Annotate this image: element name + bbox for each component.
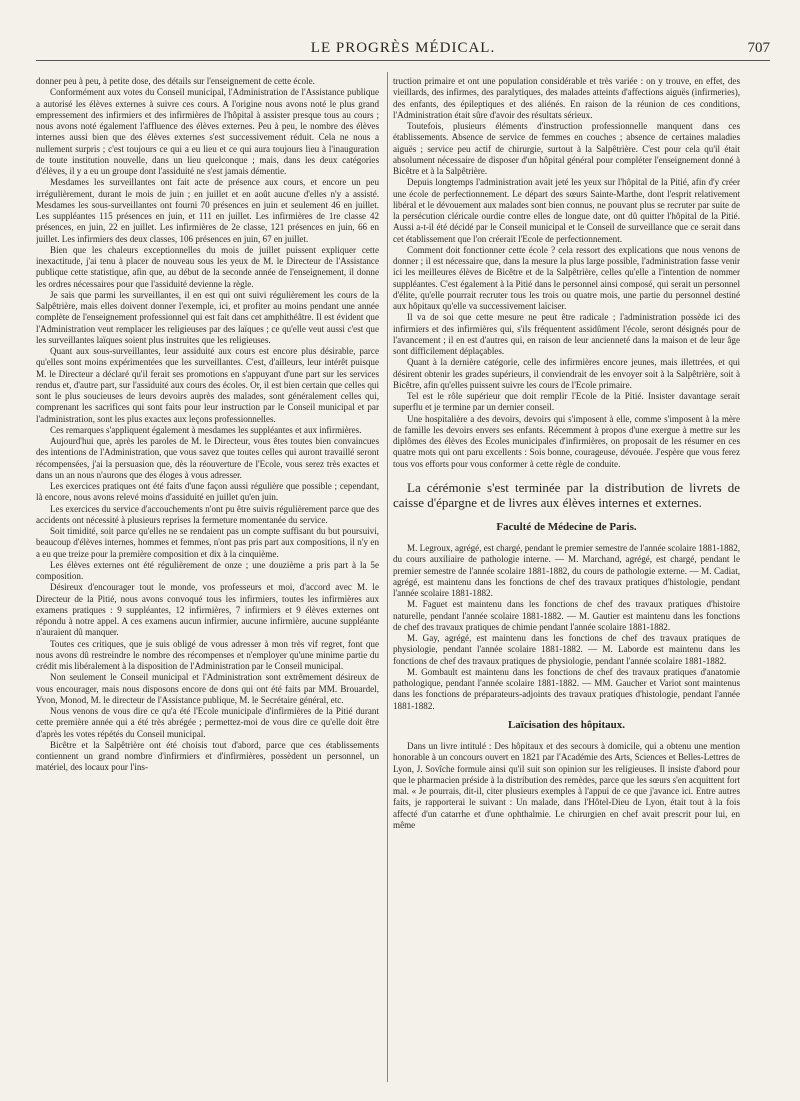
paragraph: Toutes ces critiques, que je suis obligé de vous adresser à mon très vif regret, font que nous avons dû restreindre le nombre des récompenses et n'employer qu'une minime partie du crédit mis libéralement à la disposition de l'Administration par le Conseil municipal.: [36, 638, 379, 671]
paragraph: Une hospitalière a des devoirs, devoirs qui s'imposent à elle, comme s'imposent à la mère de famille les devoirs envers ses enfants. Récemment à propos d'une exergue à mettre sur les diplômes des élèves des Ecoles municipales d'infirmières, on proposait de les résumer en ces quatre mots qui ont paru excellents : Sois bonne, courageuse, dévouée. J'espère que vous ferez tous vos efforts pour vous conformer à cette règle de conduite.: [393, 413, 740, 469]
left-column: [36, 76, 379, 1076]
paragraph: Nous venons de vous dire ce qu'a été l'Ecole municipale d'infirmières de la Pitié durant cette première année qui a été très abrégée ; permettez-moi de vous dire ce qu'elle doit être d'après les votes répétés du Conseil municipal.: [36, 706, 379, 739]
paragraph: M. Legroux, agrégé, est chargé, pendant le premier semestre de l'année scolaire 1881-1882, du cours auxiliaire de pathologie interne. — M. Marchand, agrégé, est chargé, pendant le premier semestre de l'année scolaire 1881-1882, du cours de pathologie externe. — M. Cadiat, agrégé, est maintenu dans les fonctions de chef des travaux pratiques d'histologie, pendant l'année scolaire 1881-1882.: [393, 543, 740, 598]
paragraph: Quant aux sous-surveillantes, leur assiduité aux cours est encore plus désirable, parce qu'elles sont moins expérimentées que les surveillantes. C'est, d'ailleurs, leur intérêt puisque M. le Directeur a déclaré qu'il ferait ses promotions en s'appuyant d'une part sur les services rendus et, d'autre part, sur l'assiduité aux cours des écoles. Or, il est bien certain que celles qui sont le plus soucieuses de leurs devoirs auprès des malades, sont généralement celles qui, comprenant les sacrifices qui sont faits pour leur instruction par le Conseil municipal et par l'administration, sont les plus exactes aux leçons professionnelles.: [36, 346, 379, 424]
section-heading-faculte: Faculté de Médecine de Paris.: [496, 520, 637, 533]
paragraph: truction primaire et ont une population considérable et très variée : on y trouve, en effet, des vieillards, des infirmes, des paralytiques, des malades atteints d'affections aiguës (infirmeries), des enfants, des épileptiques et des aliénés. En raison de la réunion de ces conditions, l'Administration était sûre d'avoir des résultats sérieux.: [393, 76, 740, 120]
paragraph: Les exercices pratiques ont été faits d'une façon aussi régulière que possible ; cependant, là encore, nous avons relevé moins d'assiduité en juillet qu'en juin.: [36, 481, 379, 503]
paragraph: M. Gombault est maintenu dans les fonctions de chef des travaux pratiques d'anatomie pathologique, pendant l'année scolaire 1881-1882. — MM. Gaucher et Variot sont maintenus dans les fonctions de préparateurs-adjoints des travaux pratiques d'histologie, pendant l'année 1881-1882.: [393, 666, 740, 711]
paragraph: donner peu à peu, à petite dose, des détails sur l'enseignement de cette école.: [36, 76, 315, 86]
paragraph: Aujourd'hui que, après les paroles de M. le Directeur, vous êtes toutes bien convaincues des intentions de l'Administration, que vous savez que toutes celles qui auront travaillé seront récompensées, j'ai la persuasion que, dès la réouverture de l'Ecole, vous serez très exactes et dans un an nous n'aurons que des éloges à vous adresser.: [36, 436, 379, 480]
page-header: [36, 36, 770, 61]
paragraph: Quant à la dernière catégorie, celle des infirmières encore jeunes, mais illettrées, et qui désirent obtenir les grades supérieurs, il conviendrait de les envoyer soit à la Salpêtrière, soit à Bicêtre, afin qu'elles puissent suivre les cours de l'Ecole primaire.: [393, 357, 740, 390]
paragraph: Bicêtre et la Salpêtrière ont été choisis tout d'abord, parce que ces établissements contiennent un grand nombre d'infirmiers et d'infirmières, possèdent un personnel, un matériel, des locaux pour l'ins-: [36, 739, 379, 773]
section-heading-laicisation: Laïcisation des hôpitaux.: [507, 718, 626, 731]
paragraph: Dans un livre intitulé : Des hôpitaux et des secours à domicile, qui a obtenu une mention honorable à un concours ouvert en 1821 par l'Académie des Arts, Sciences et Belles-Lettres de Lyon, J. Sovîche formule ainsi qu'il suit son opinion sur les religieuses. Il insiste d'abord pour que le pharmacien préside à la distribution des remèdes, parce que les sœurs s'en acquittent fort mal. « Je pourrais, dit-il, citer plusieurs exemples à l'appui de ce que j'avance ici. Entre autres faits, je rapporterai le suivant : Un malade, dans l'Hôtel-Dieu de Lyon, était tout à la fois affecté d'un catarrhe et d'une ophthalmie. Le chirurgien en chef avait prescrit pour lui, en même: [393, 741, 740, 830]
paragraph: M. Gay, agrégé, est maintenu dans les fonctions de chef des travaux pratiques de physiologie, pendant l'année scolaire 1881-1882. — M. Laborde est maintenu dans les fonctions de chef des travaux pratiques de physiologie, pendant l'année scolaire 1881-1882.: [393, 633, 740, 666]
right-column: [393, 76, 740, 1076]
paragraph: Désireux d'encourager tout le monde, vos professeurs et moi, d'accord avec M. le Directeur de la Pitié, nous avons convoqué tous les infirmiers, toutes les infirmières aux examens pratiques : 9 suppléantes, 12 infirmières, 7 infirmiers et 9 élèves externes ont répondu à notre appel. A ces examens aucun infirmier, aucune infirmière, aucune suppléante n'auraient dû manquer.: [36, 582, 379, 638]
paragraph: Conformément aux votes du Conseil municipal, l'Administration de l'Assistance publique a autorisé les élèves externes à suivre ces cours. A l'origine nous avons noté le plus grand empressement des infirmiers et des infirmières de l'hôpital à assister presque tous au cours ; nous avons noté également l'affluence des élèves externes. Peu à peu, le nombre des élèves internes aussi bien que des élèves externes s'est successivement réduit. Cela ne nous a nullement surpris ; c'est toujours ce qui a eu lieu et ce qui aura toujours lieu à l'inauguration de toute institution nouvelle, dans un lieu quelconque ; mais, dans les deux catégories d'élèves, il y a eu un groupe dont l'assiduité ne s'est jamais démentie.: [36, 87, 379, 176]
paragraph: Depuis longtemps l'administration avait jeté les yeux sur l'hôpital de la Pitié, afin d'y créer une école de perfectionnement. Le départ des sœurs Sainte-Marthe, dont l'esprit relativement libéral et le dévouement aux malades sont bien connus, ne pouvant plus se recruter par suite de la persécution cléricale ourdie contre elles de longue date, ont dû quitter l'hôpital de la Pitié. Aussi a-t-il été décidé par le Conseil municipal et le Conseil de surveillance que ce serait dans cet établissement que l'on créerait l'Ecole de perfectionnement.: [393, 177, 740, 244]
column-divider: [387, 72, 388, 1082]
journal-title: LE PROGRÈS MÉDICAL.: [310, 40, 496, 56]
paragraph: Soit timidité, soit parce qu'elles ne se rendaient pas un compte suffisant du but poursuivi, beaucoup d'élèves internes, hommes et femmes, n'ont pas pris part aux compositions, il n'y en a eu que treize pour la première composition et dix à la cinquième.: [36, 526, 379, 559]
paragraph: M. Faguet est maintenu dans les fonctions de chef des travaux pratiques d'histoire naturelle, pendant l'année scolaire 1881-1882. — M. Gautier est maintenu dans les fonctions de chef des travaux pratiques de chimie pendant l'année scolaire 1881-1882.: [393, 599, 740, 632]
paragraph: Toutefois, plusieurs éléments d'instruction professionnelle manquent dans ces établissements. Absence de service de femmes en couches ; absence de certaines maladies aiguës ; service peu actif de chirurgie, surtout à la Salpêtrière. C'est pour cela qu'il était absolument nécessaire de disposer d'un hôpital général pour compléter l'enseignement donné à Bicêtre et à la Salpêtrière.: [393, 121, 740, 176]
paragraph: Ces remarques s'appliquent également à mesdames les suppléantes et aux infirmières.: [50, 424, 362, 435]
paragraph: Tel est le rôle supérieur que doit remplir l'Ecole de la Pitié. Insister davantage serait superflu et je termine par un dernier conseil.: [393, 391, 740, 413]
paragraph: Je sais que parmi les surveillantes, il en est qui ont suivi régulièrement les cours de la Salpêtrière, mais elles doivent donner l'exemple, ici, et profiter au moins pendant une année complète de l'enseignement professionnel qui est fait dans cet amphithéâtre. Il est évident que l'Administration veut remplacer les religieuses par des laïques ; ce qu'elle veut aussi c'est que les surveillantes laïques soient plus instruites que les religieuses.: [36, 289, 379, 345]
ceremony-announcement: La cérémonie s'est terminée par la distribution de livrets de caisse d'épargne et de livres aux élèves internes et externes.: [393, 479, 740, 510]
paragraph: Non seulement le Conseil municipal et l'Administration sont extrêmement désireux de vous encourager, mais nous disposons encore de dons qui ont été faits par MM. Brouardel, Yvon, Monod, M. le directeur de l'Assistance publique, M. le Secrétaire général, etc.: [36, 672, 379, 705]
paragraph: Il va de soi que cette mesure ne peut être radicale ; l'administration possède ici des infirmiers et des infirmières qui, s'ils fréquentent assidûment l'école, seront désignés pour de l'avancement ; il en est d'autres qui, en raison de leur ancienneté dans la maison et de leur âge sont difficilement déplaçables.: [393, 312, 740, 356]
paragraph: Bien que les chaleurs exceptionnelles du mois de juillet puissent expliquer cette inexactitude, j'ai tenu à placer de nouveau sous les yeux de M. le Directeur de l'Assistance publique cette statistique, afin que, au début de la seconde année de l'enseignement, il donne les ordres nécessaires pour que l'assiduité devienne la règle.: [36, 244, 379, 289]
paragraph: Mesdames les surveillantes ont fait acte de présence aux cours, et encore un peu irrégulièrement, durant le mois de juin ; en juillet et en août aucune d'elles n'y a assisté. Mesdames les sous-surveillantes ont fourni 70 présences en juin et seulement 46 en juillet. Les suppléantes 115 présences en juin, et 111 en juillet. Les infirmières de 1re classe 42 présences, en juin, 22 en juillet. Les infirmières de 2e classe, 121 présences en juin, 66 en juillet. Les infirmiers des deux classes, 106 présences en juin, 67 en juillet.: [36, 177, 379, 244]
page-number: 707: [747, 40, 770, 56]
paragraph: Les élèves externes ont été régulièrement de onze ; une douzième a pris part à la 5e composition.: [36, 559, 379, 581]
paragraph: Comment doit fonctionner cette école ? cela ressort des explications que nous venons de donner ; il est nécessaire que, dans la mesure la plus large possible, l'administration fasse venir ici les meilleures élèves de Bicêtre et de la Salpêtrière, celles qu'elle a l'intention de nommer suppléantes. C'est également à la Pitié dans le personnel ainsi composé, qui serait un personnel d'élite, qu'elle pourrait recruter tous les trois ou quatre mois, une partie du personnel destiné aux hôpitaux qu'elle va successivement laïciser.: [393, 244, 740, 311]
paragraph: Les exercices du service d'accouchements n'ont pu être suivis régulièrement parce que des accidents ont nécessité à plusieurs reprises la fermeture momentanée du service.: [36, 503, 379, 525]
